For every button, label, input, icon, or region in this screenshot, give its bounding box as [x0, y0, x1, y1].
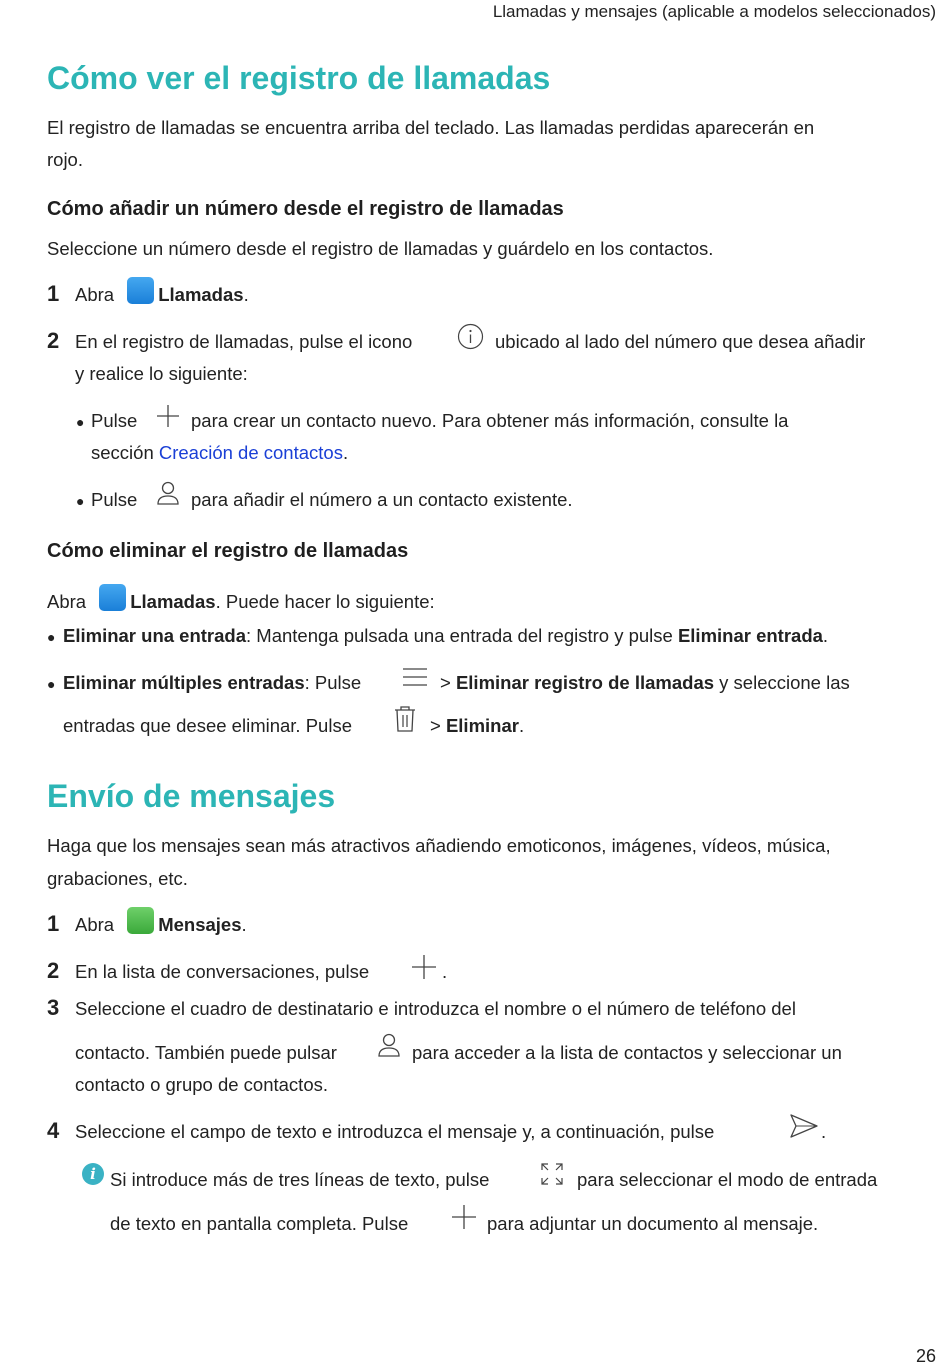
step-text: y realice lo siguiente:: [75, 363, 248, 384]
step-text: En la lista de conversaciones, pulse: [75, 961, 370, 982]
bold-text: Eliminar registro de llamadas: [455, 672, 715, 693]
paragraph: [47, 586, 435, 618]
note-text: para seleccionar el modo de entrada: [577, 1169, 878, 1190]
step-number: 2: [47, 958, 60, 983]
bold-text: Eliminar múltiples entradas: [63, 672, 305, 693]
add-icon: [155, 403, 181, 429]
add-icon: [450, 1203, 478, 1231]
subsection-title-add-number: Cómo añadir un número desde el registro de llamadas: [47, 198, 564, 220]
fullscreen-icon: [540, 1162, 564, 1186]
add-icon: [410, 953, 438, 981]
step-text: [75, 909, 247, 941]
info-icon: [457, 323, 484, 350]
text: Abra: [47, 591, 87, 612]
step-number: 3: [47, 995, 60, 1020]
text: sección: [91, 442, 154, 463]
phone-app-icon: [127, 277, 154, 304]
page-header: Llamadas y mensajes (aplicable a modelos seleccionados): [492, 2, 936, 21]
bold-text: Eliminar entrada: [677, 625, 823, 646]
step-text: En el registro de llamadas, pulse el icono: [75, 331, 413, 352]
step-text: [75, 279, 249, 311]
note-text: para adjuntar un documento al mensaje.: [487, 1213, 819, 1234]
paragraph: grabaciones, etc.: [47, 868, 188, 889]
contact-icon: [155, 480, 181, 508]
step-text: Seleccione el cuadro de destinatario e introduzca el nombre o el número de teléfono del: [75, 998, 796, 1019]
step-text: contacto o grupo de contactos.: [75, 1074, 329, 1095]
step-number: 1: [47, 911, 60, 936]
paragraph: Haga que los mensajes sean más atractivos añadiendo emoticonos, imágenes, vídeos, música,: [47, 835, 831, 856]
page-number: 26: [915, 1346, 936, 1366]
app-name: Llamadas: [130, 591, 216, 612]
step-text: contacto. También puede pulsar: [75, 1042, 337, 1063]
note-text: Si introduce más de tres líneas de texto, pulse: [110, 1169, 490, 1190]
link-creacion-contactos[interactable]: Creación de contactos: [158, 442, 343, 463]
step-number: 1: [47, 281, 60, 306]
text: : Pulse: [304, 672, 362, 693]
bullet-text: [91, 437, 348, 469]
bold-text: Eliminar una entrada: [63, 625, 246, 646]
trash-icon: [393, 705, 417, 733]
bullet-dot: ●: [76, 414, 85, 430]
step-text: para acceder a la lista de contactos y seleccionar un: [412, 1042, 842, 1063]
punct: .: [822, 625, 829, 646]
bullet-text: para crear un contacto nuevo. Para obtener más información, consulte la: [191, 410, 789, 431]
text: : Mantenga pulsada una entrada del registro y pulse: [246, 625, 678, 646]
paragraph: rojo.: [47, 149, 83, 170]
punct: .: [342, 442, 349, 463]
separator: >: [430, 715, 441, 736]
paragraph: Seleccione un número desde el registro de llamadas y guárdelo en los contactos.: [47, 238, 714, 259]
text: . Puede hacer lo siguiente:: [215, 591, 435, 612]
text: Abra: [75, 914, 115, 935]
separator: >: [440, 672, 451, 693]
bullet-text: [63, 620, 828, 652]
send-icon: [789, 1113, 819, 1139]
bold-text: Eliminar: [445, 715, 519, 736]
punct: .: [821, 1121, 827, 1142]
contact-icon: [376, 1032, 402, 1060]
step-number: 2: [47, 328, 60, 353]
step-text: Seleccione el campo de texto e introduzca el mensaje y, a continuación, pulse: [75, 1121, 715, 1142]
bullet-text: [440, 667, 850, 699]
punct: .: [518, 715, 525, 736]
bullet-text: Pulse: [91, 489, 138, 510]
messages-app-icon: [127, 907, 154, 934]
step-text-pre: Abra: [75, 284, 115, 305]
section-title-messages: Envío de mensajes: [47, 778, 336, 814]
app-name: Llamadas: [158, 284, 244, 305]
step-number: 4: [47, 1118, 60, 1143]
phone-app-icon: [99, 584, 126, 611]
note-icon: i: [82, 1163, 104, 1185]
step-text: ubicado al lado del número que desea añadir: [495, 331, 866, 352]
subsection-title-delete-log: Cómo eliminar el registro de llamadas: [47, 540, 409, 562]
app-name: Mensajes: [158, 914, 242, 935]
menu-icon: [401, 666, 429, 688]
note-text: de texto en pantalla completa. Pulse: [110, 1213, 409, 1234]
section-title-call-log: Cómo ver el registro de llamadas: [47, 60, 551, 96]
punct: .: [442, 961, 448, 982]
bullet-text: Pulse: [91, 410, 138, 431]
bullet-text: para añadir el número a un contacto existente.: [191, 489, 573, 510]
bullet-text: entradas que desee eliminar. Pulse: [63, 715, 352, 736]
bullet-text: [63, 667, 361, 699]
text: y seleccione las: [714, 672, 850, 693]
punct: .: [243, 284, 249, 305]
bullet-text: [430, 710, 524, 742]
paragraph: El registro de llamadas se encuentra arriba del teclado. Las llamadas perdidas aparecerán en: [47, 117, 815, 138]
bullet-dot: ●: [47, 629, 56, 645]
punct: .: [241, 914, 247, 935]
bullet-dot: ●: [47, 676, 56, 692]
bullet-dot: ●: [76, 493, 85, 509]
